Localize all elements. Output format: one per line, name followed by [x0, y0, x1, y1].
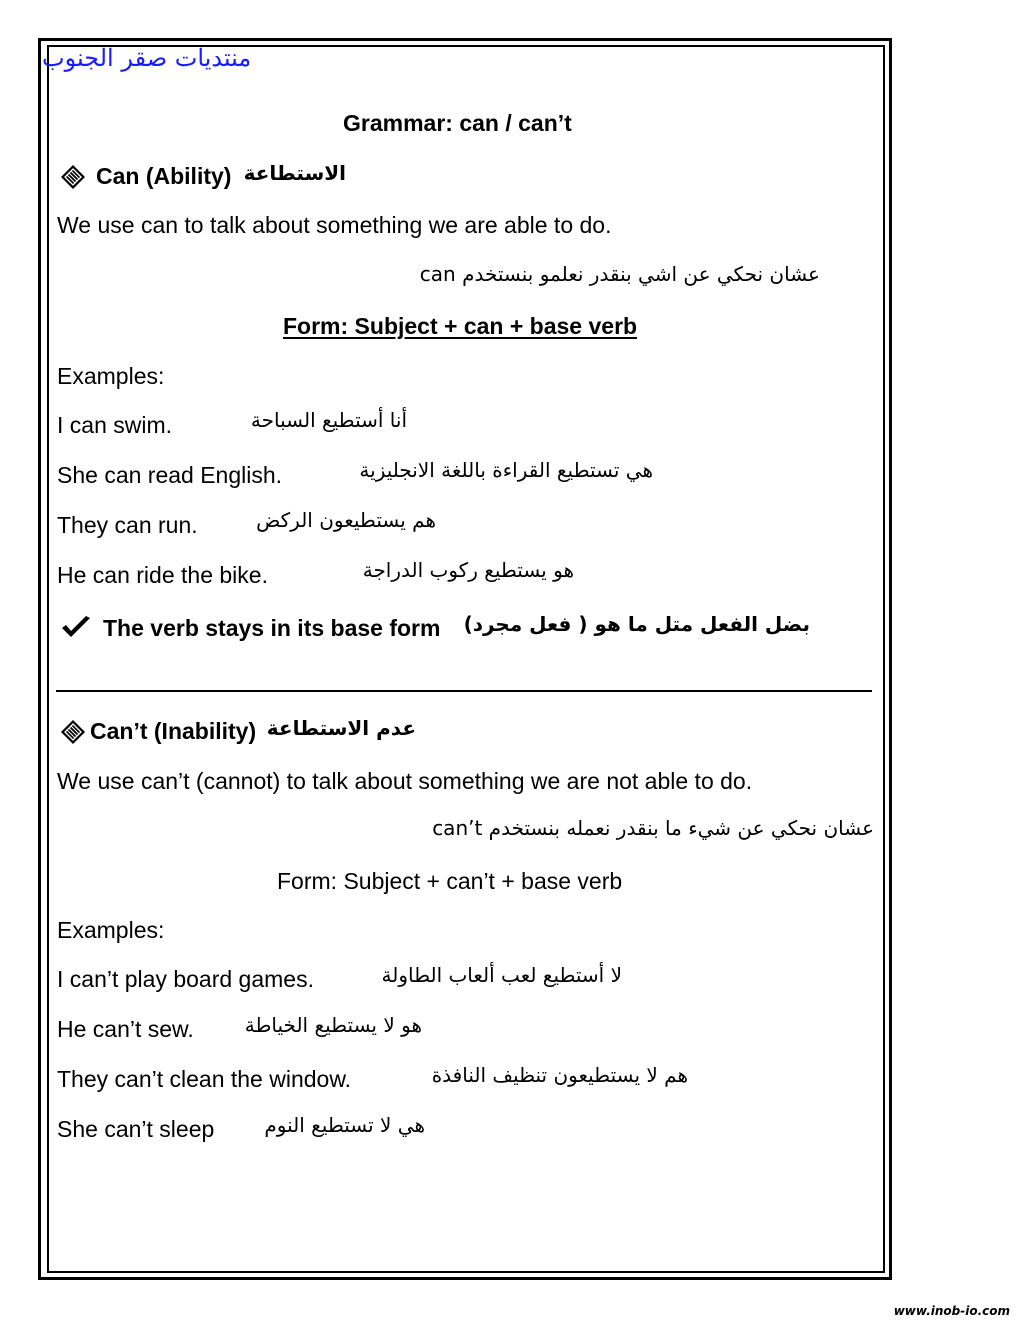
- cant-example-ar: هو لا يستطيع الخياطة: [244, 1013, 422, 1037]
- cant-heading: Can’t (Inability): [90, 718, 257, 744]
- cant-example-en: I can’t play board games.: [57, 966, 314, 992]
- can-example-en: I can swim.: [57, 412, 173, 438]
- can-example-en: He can ride the bike.: [57, 562, 268, 588]
- base-form-note-ar: بضل الفعل متل ما هو ( فعل مجرد): [463, 612, 810, 636]
- cant-example-ar: هم لا يستطيعون تنظيف النافذة: [431, 1063, 688, 1087]
- cant-usage: We use can’t (cannot) to talk about something we are not able to do.: [57, 768, 753, 794]
- can-example-ar: هم يستطيعون الركض: [256, 508, 436, 532]
- cant-heading-ar: عدم الاستطاعة: [266, 716, 416, 740]
- can-usage-ar: عشان نحكي عن اشي بنقدر نعلمو بنستخدم can: [419, 262, 820, 286]
- can-example-ar: هو يستطيع ركوب الدراجة: [362, 558, 574, 582]
- cant-form: Form: Subject + can’t + base verb: [277, 868, 623, 894]
- can-usage: We use can to talk about something we are able to do.: [57, 212, 612, 238]
- page-title: Grammar: can / can’t: [343, 110, 572, 136]
- cant-example-en: They can’t clean the window.: [57, 1066, 352, 1092]
- cant-example-en: He can’t sew.: [57, 1016, 194, 1042]
- cant-usage-ar: عشان نحكي عن شيء ما بنقدر نعمله بنستخدم can’t: [432, 816, 874, 840]
- diamond-bullet-icon: [60, 164, 86, 190]
- cant-example-ar: لا أستطيع لعب ألعاب الطاولة: [381, 963, 622, 987]
- can-heading: Can (Ability): [96, 163, 232, 189]
- can-heading-ar: الاستطاعة: [243, 161, 346, 185]
- cant-examples-label: Examples:: [57, 917, 165, 943]
- cant-example-ar: هي لا تستطيع النوم: [264, 1113, 425, 1137]
- can-example-en: They can run.: [57, 512, 198, 538]
- can-example-ar: أنا أستطيع السباحة: [250, 408, 407, 432]
- cant-example-en: She can’t sleep: [57, 1116, 215, 1142]
- diamond-bullet-icon: [60, 719, 86, 745]
- can-examples-label: Examples:: [57, 363, 165, 389]
- base-form-note: The verb stays in its base form: [103, 615, 441, 641]
- checkmark-icon: [60, 615, 92, 641]
- forum-name: منتديات صقر الجنوب: [42, 44, 252, 72]
- can-example-ar: هي تستطيع القراءة باللغة الانجليزية: [359, 458, 653, 482]
- can-form: Form: Subject + can + base verb: [283, 313, 638, 339]
- section-divider: [56, 690, 872, 692]
- footer-watermark: www.inob-io.com: [893, 1304, 1010, 1318]
- can-example-en: She can read English.: [57, 462, 283, 488]
